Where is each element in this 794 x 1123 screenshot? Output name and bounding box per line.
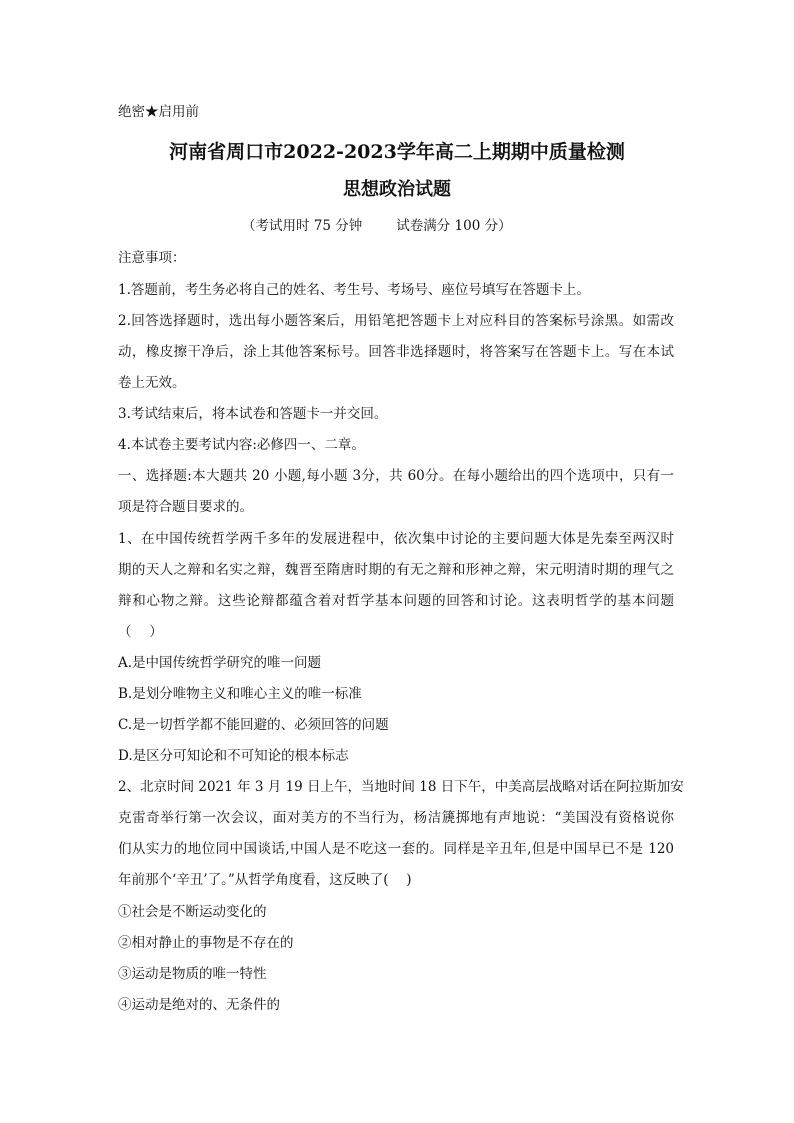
classification-label: 绝密★启用前	[118, 104, 199, 120]
question-2-stem: 2、北京时间 2021 年 3 月 19 日上午，当地时间 18 日下午，中美高层战略对话在阿拉斯加安	[118, 779, 684, 795]
question-2-stem: 年前那个‘辛丑’了。”从哲学角度看，这反映了( )	[118, 872, 412, 888]
question-1-option-c: C.是一切哲学都不能回避的、必须回答的问题	[118, 717, 389, 733]
exam-meta	[242, 216, 512, 236]
note-item: 2.回答选择题时，选出每小题答案后，用铅笔把答题卡上对应科目的答案标号涂黑。如需改	[118, 313, 674, 329]
question-2-stem: 克雷奇举行第一次会议，面对美方的不当行为，杨洁篪掷地有声地说：“美国没有资格说你	[118, 810, 674, 826]
note-item: 卷上无效。	[118, 375, 186, 391]
exam-time: （考试用时 75 分钟	[242, 218, 363, 234]
section-instructions: 项是符合题目要求的。	[118, 499, 253, 515]
question-2-option-2: ②相对静止的事物是不存在的	[118, 935, 294, 951]
note-item: 1.答题前，考生务必将自己的姓名、考生号、考场号、座位号填写在答题卡上。	[118, 282, 590, 298]
question-1-stem: 辩和心物之辩。这些论辩都蕴含着对哲学基本问题的回答和讨论。这表明哲学的基本问题	[118, 593, 674, 609]
question-2-stem: 们从实力的地位同中国谈话,中国人是不吃这一套的。同样是辛丑年,但是中国早已不是 120	[118, 841, 674, 857]
question-1-answer-blank: （ ）	[118, 624, 163, 640]
exam-title: 河南省周口市2022-2023学年高二上期期中质量检测	[169, 141, 625, 163]
question-1-option-b: B.是划分唯物主义和唯心主义的唯一标准	[118, 686, 362, 702]
exam-subtitle: 思想政治试题	[343, 179, 451, 200]
note-item: 3.考试结束后，将本试卷和答题卡一并交回。	[118, 406, 388, 422]
question-1-stem: 期的天人之辩和名实之辩，魏晋至隋唐时期的有无之辩和形神之辩，宋元明清时期的理气之	[118, 562, 674, 578]
full-score: 试卷满分 100 分）	[396, 218, 512, 234]
question-1-stem: 1、在中国传统哲学两千多年的发展进程中，依次集中讨论的主要问题大体是先秦至两汉时	[118, 531, 674, 547]
question-2-option-3: ③运动是物质的唯一特性	[118, 966, 267, 982]
question-1-option-a: A.是中国传统哲学研究的唯一问题	[118, 655, 322, 671]
note-item: 动，橡皮擦干净后，涂上其他答案标号。回答非选择题时，将答案写在答题卡上。写在本试	[118, 344, 674, 360]
note-item: 4.本试卷主要考试内容:必修四一、二章。	[118, 437, 365, 453]
question-2-option-1: ①社会是不断运动变化的	[118, 904, 267, 920]
notes-heading: 注意事项：	[118, 250, 186, 266]
section-instructions: 一、选择题:本大题共 20 小题,每小题 3分，共 60分。在每小题给出的四个选项中，只有一	[118, 468, 674, 484]
question-1-option-d: D.是区分可知论和不可知论的根本标志	[118, 748, 349, 764]
question-2-option-4: ④运动是绝对的、无条件的	[118, 997, 280, 1013]
